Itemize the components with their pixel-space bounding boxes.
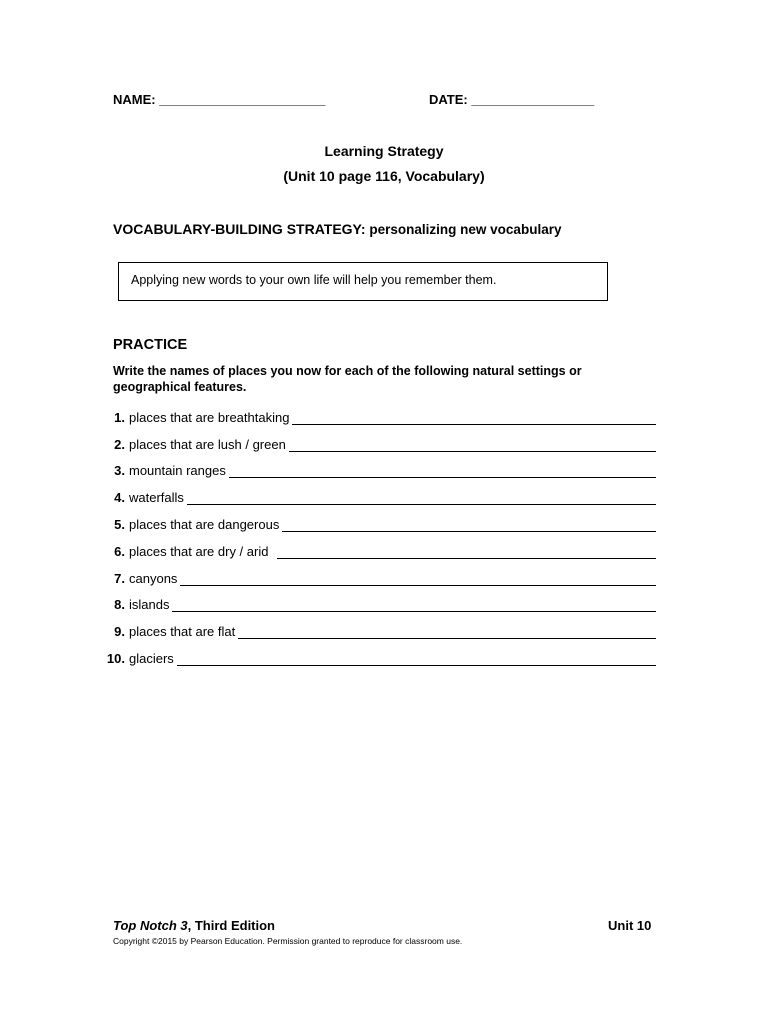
item-number: 5.: [114, 517, 125, 532]
answer-line[interactable]: [292, 412, 656, 425]
tip-text: Applying new words to your own life will help you remember them.: [131, 273, 497, 287]
item-number: 2.: [114, 437, 125, 452]
tip-box: [118, 262, 608, 301]
item-number: 8.: [114, 597, 125, 612]
item-label: places that are breathtaking: [129, 410, 290, 425]
page-subtitle: (Unit 10 page 116, Vocabulary): [283, 168, 485, 184]
answer-line[interactable]: [172, 599, 656, 612]
date-field[interactable]: DATE: _________________: [429, 92, 595, 107]
answer-line[interactable]: [180, 573, 656, 586]
list-item: [100, 624, 656, 642]
list-item: [100, 517, 656, 535]
answer-line[interactable]: [277, 546, 656, 559]
item-number: 3.: [114, 463, 125, 478]
answer-line[interactable]: [187, 492, 656, 505]
answer-line[interactable]: [177, 653, 656, 666]
list-item: [100, 651, 656, 669]
list-item: [100, 490, 656, 508]
item-number: 9.: [114, 624, 125, 639]
item-label: places that are lush / green: [129, 437, 286, 452]
copyright-notice: Copyright ©2015 by Pearson Education. Permission granted to reproduce for classroom use.: [113, 936, 463, 946]
item-label: glaciers: [129, 651, 174, 666]
answer-line[interactable]: [238, 626, 656, 639]
book-title: Top Notch 3: [113, 918, 188, 933]
answer-line[interactable]: [229, 465, 656, 478]
item-number: 6.: [114, 544, 125, 559]
item-label: mountain ranges: [129, 463, 226, 478]
answer-line[interactable]: [289, 439, 656, 452]
page-title: Learning Strategy: [324, 143, 444, 159]
book-edition: , Third Edition: [187, 918, 276, 933]
item-number: 7.: [114, 571, 125, 586]
item-label: places that are dry / arid: [129, 544, 269, 559]
practice-heading: PRACTICE: [113, 337, 188, 353]
item-label: places that are flat: [129, 624, 236, 639]
name-field[interactable]: NAME: _______________________: [113, 92, 326, 107]
list-item: [100, 571, 656, 589]
strategy-text: personalizing new vocabulary: [369, 222, 562, 237]
item-number: 10.: [106, 651, 125, 666]
list-item: [100, 544, 656, 562]
practice-instructions: Write the names of places you now for each of the following natural settings or geographical features.: [113, 364, 582, 394]
list-item: [100, 437, 656, 455]
item-number: 4.: [114, 490, 125, 505]
footer-book-title: [113, 918, 275, 933]
item-label: places that are dangerous: [129, 517, 280, 532]
item-label: canyons: [129, 571, 178, 586]
list-item: [100, 597, 656, 615]
answer-line[interactable]: [282, 519, 656, 532]
list-item: [100, 463, 656, 481]
item-number: 1.: [114, 410, 125, 425]
item-label: waterfalls: [129, 490, 184, 505]
strategy-heading: [113, 221, 561, 237]
item-label: islands: [129, 597, 170, 612]
strategy-label: VOCABULARY-BUILDING STRATEGY:: [113, 221, 366, 237]
list-item: [100, 410, 656, 428]
footer-unit: Unit 10: [608, 918, 652, 933]
